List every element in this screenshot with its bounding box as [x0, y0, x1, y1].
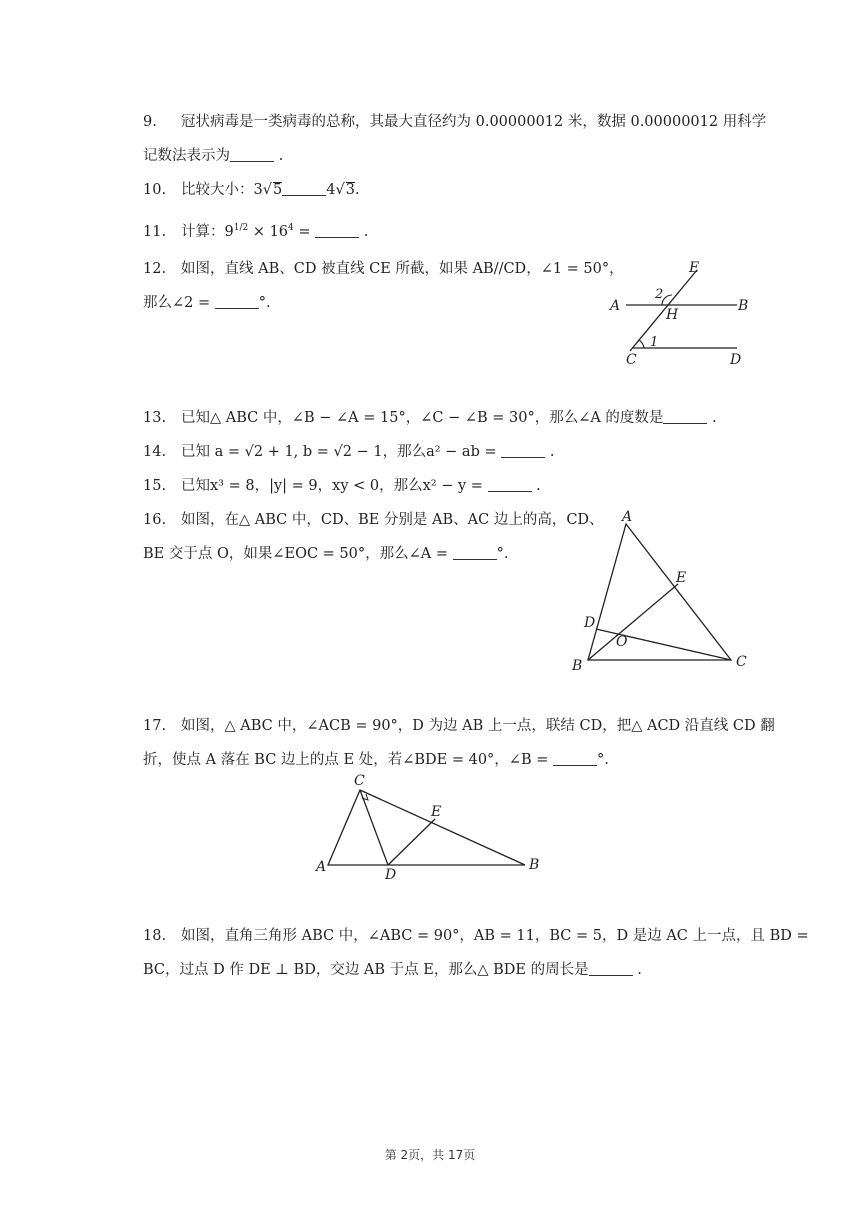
label-D: D — [385, 867, 397, 880]
question-text: 如图，直线 AB、CD 被直线 CE 所截，如果 AB//CD，∠1 = 50°， — [181, 261, 624, 277]
question-number: 13. — [143, 410, 167, 426]
figure-q16 — [566, 502, 756, 680]
question-text: 如图，在△ ABC 中，CD、BE 分别是 AB、AC 边上的高，CD、 — [181, 512, 604, 528]
answer-blank[interactable] — [315, 223, 359, 238]
answer-blank[interactable] — [501, 443, 545, 458]
question-18-line2: BC，过点 D 作 DE ⊥ BD，交边 AB 于点 E，那么△ BDE 的周长是 . — [143, 962, 642, 978]
label-A: A — [610, 298, 621, 314]
answer-blank[interactable] — [488, 477, 532, 492]
answer-blank[interactable] — [589, 961, 633, 976]
question-16-line2: BE 交于点 O，如果∠EOC = 50°，那么∠A = °. — [143, 546, 509, 562]
question-text: 冠状病毒是一类病毒的总称，其最大直径约为 0.00000012 米，数据 0.00000012 用科学 — [181, 114, 767, 130]
question-9-line2: 记数法表示为 . — [143, 148, 284, 164]
label-A: A — [316, 859, 327, 875]
page-footer: 第 2页，共 17页 — [384, 1148, 476, 1162]
figure-q12 — [600, 258, 760, 373]
label-E: E — [431, 804, 442, 820]
question-text: 如图，△ ABC 中，∠ACB = 90°，D 为边 AB 上一点，联结 CD，把△ ACD 沿直线 CD 翻 — [181, 718, 775, 734]
question-15: 15. 已知x³ = 8，|y| = 9，xy < 0，那么x² − y = . — [143, 478, 541, 494]
question-12 — [143, 259, 624, 279]
label-A: A — [622, 509, 633, 525]
question-17-line2: 折，使点 A 落在 BC 边上的点 E 处，若∠BDE = 40°，∠B = °. — [143, 752, 609, 768]
question-11: 11. 计算：$9^{1/2} \times 16^4$ = . — [143, 223, 369, 240]
answer-blank[interactable] — [282, 181, 326, 196]
label-E: E — [676, 570, 687, 586]
label-D: D — [730, 352, 742, 368]
question-number: 12. — [143, 261, 167, 277]
question-number: 18. — [143, 928, 167, 944]
label-O: O — [616, 634, 628, 650]
answer-blank[interactable] — [215, 294, 259, 309]
question-text: 记数法表示为 — [143, 148, 230, 164]
label-B: B — [738, 298, 749, 314]
question-12-line2: 那么∠2 = °. — [143, 295, 271, 311]
question-13: 13. 已知△ ABC 中，∠B − ∠A = 15°，∠C − ∠B = 30°，那么∠A 的度数是 . — [143, 410, 717, 426]
sqrt-symbol: √ — [335, 182, 345, 198]
sqrt-symbol: √ — [262, 182, 272, 198]
question-10: 10. 比较大小：3√5 4√3. — [143, 182, 360, 198]
question-text: 计算： — [181, 223, 225, 240]
question-17 — [143, 716, 775, 736]
question-text: 已知△ ABC 中，∠B − ∠A = 15°，∠C − ∠B = 30°，那么∠A 的度数是 — [181, 410, 664, 426]
question-16 — [143, 510, 604, 530]
answer-blank[interactable] — [663, 409, 707, 424]
figure-q17 — [310, 770, 550, 880]
question-number: 16. — [143, 512, 167, 528]
question-number: 10. — [143, 182, 167, 198]
answer-blank[interactable] — [453, 545, 497, 560]
label-2: 2 — [655, 287, 664, 302]
label-C: C — [626, 352, 637, 368]
question-text: 如图，直角三角形 ABC 中，∠ABC = 90°，AB = 11，BC = 5，D 是边 AC 上一点，且 BD = — [181, 928, 809, 944]
question-number: 15. — [143, 478, 167, 494]
label-B: B — [572, 658, 583, 674]
answer-blank[interactable] — [553, 751, 597, 766]
label-H: H — [666, 307, 679, 323]
label-D: D — [584, 615, 596, 631]
label-1: 1 — [650, 335, 659, 350]
label-C: C — [736, 654, 747, 670]
question-text: 已知x³ = 8，|y| = 9，xy < 0，那么x² − y = — [181, 478, 488, 494]
question-9 — [143, 112, 766, 132]
label-E: E — [689, 260, 700, 276]
question-number: 17. — [143, 718, 167, 734]
label-C: C — [354, 773, 365, 789]
question-number: 14. — [143, 444, 167, 460]
answer-blank[interactable] — [230, 147, 274, 162]
question-18 — [143, 926, 809, 946]
question-number: 11. — [143, 223, 167, 240]
question-number: 9. — [143, 114, 157, 130]
question-text: 比较大小： — [181, 182, 254, 198]
question-text: 已知 a = √2 + 1, b = √2 − 1，那么a² − ab = — [181, 444, 502, 460]
question-14: 14. 已知 a = √2 + 1, b = √2 − 1，那么a² − ab = . — [143, 444, 555, 460]
label-B: B — [529, 857, 540, 873]
